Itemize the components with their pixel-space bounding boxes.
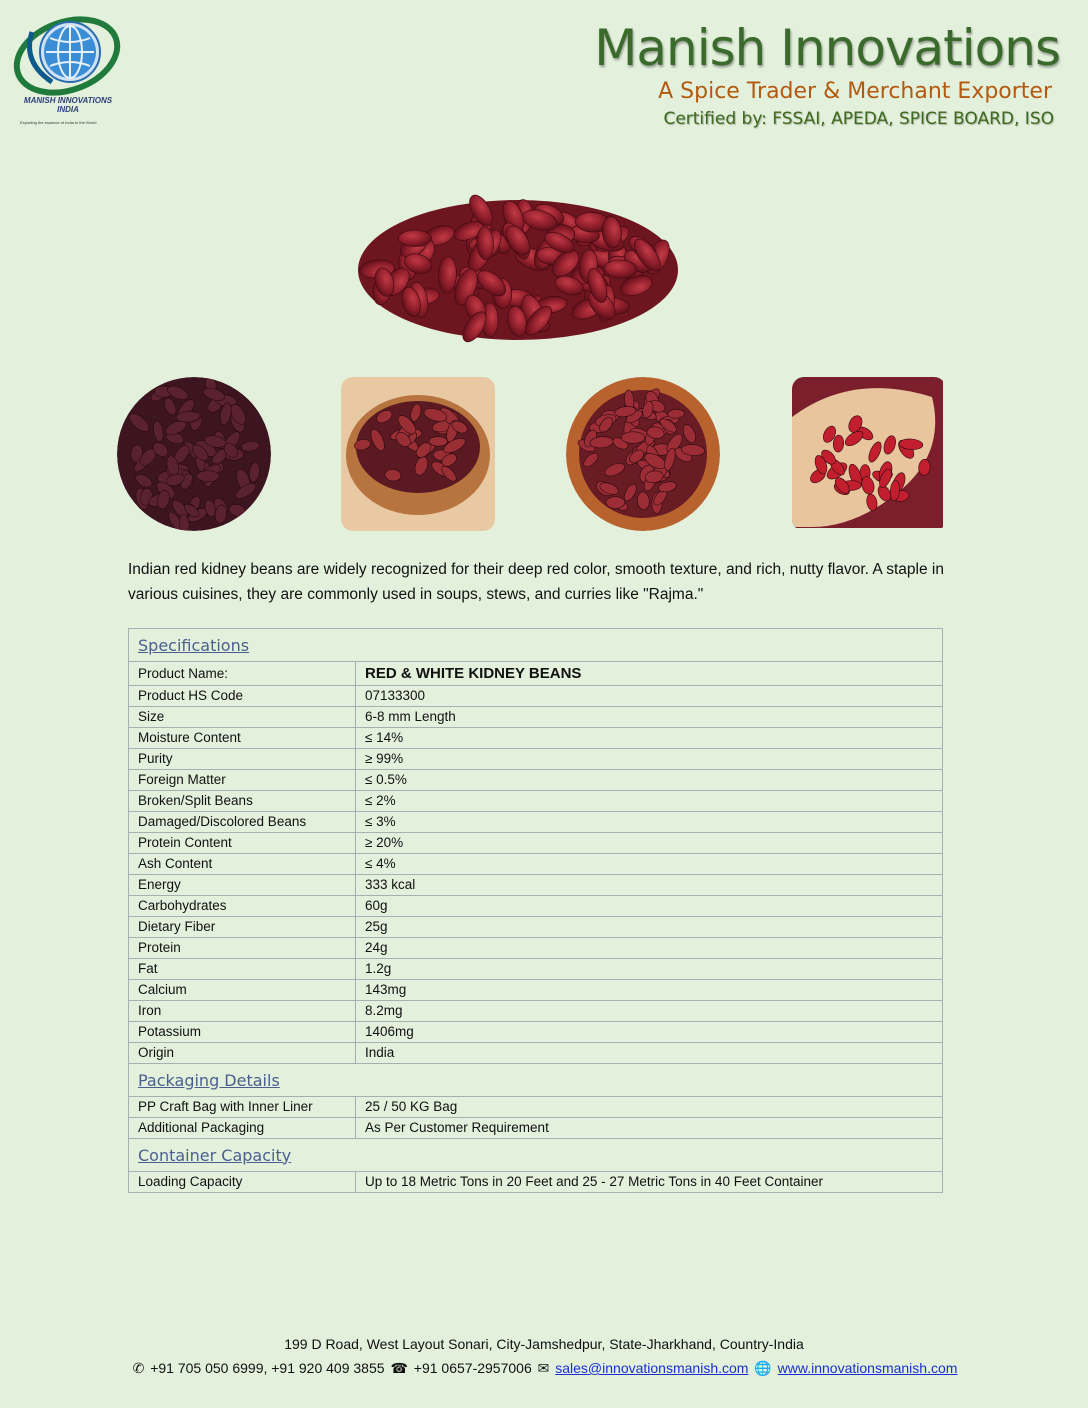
row-label: Purity — [129, 749, 356, 770]
table-row — [129, 1118, 943, 1139]
row-value: 25g — [356, 917, 943, 938]
row-value: Up to 18 Metric Tons in 20 Feet and 25 - 27 Metric Tons in 40 Feet Container — [356, 1172, 943, 1193]
row-value: ≤ 3% — [356, 812, 943, 833]
row-value: ≤ 2% — [356, 791, 943, 812]
row-value: ≤ 0.5% — [356, 770, 943, 791]
section-title: Packaging Details — [138, 1070, 280, 1090]
row-value: 143mg — [356, 980, 943, 1001]
table-row — [129, 875, 943, 896]
row-value: 333 kcal — [356, 875, 943, 896]
row-label: Calcium — [129, 980, 356, 1001]
table-row — [129, 728, 943, 749]
footer-address: 199 D Road, West Layout Sonari, City-Jamshedpur, State-Jharkhand, Country-India — [284, 1336, 804, 1352]
row-label: Protein — [129, 938, 356, 959]
logo-caption-line1: MANISH INNOVATIONS — [23, 96, 113, 105]
table-row — [129, 1097, 943, 1118]
row-value: 25 / 50 KG Bag — [356, 1097, 943, 1118]
mobile-phone-icon: ✆ — [132, 1360, 145, 1376]
table-row — [129, 917, 943, 938]
section-header-specifications — [129, 629, 943, 662]
row-label: Product HS Code — [129, 686, 356, 707]
email-link[interactable]: sales@innovationsmanish.com — [555, 1360, 749, 1376]
row-value: ≤ 14% — [356, 728, 943, 749]
table-row — [129, 1001, 943, 1022]
envelope-icon: ✉ — [537, 1360, 550, 1376]
table-row — [129, 770, 943, 791]
row-value: India — [356, 1043, 943, 1064]
table-row — [129, 959, 943, 980]
hero-beans-image — [350, 175, 685, 350]
table-row — [129, 812, 943, 833]
table-row — [129, 749, 943, 770]
row-value: ≤ 4% — [356, 854, 943, 875]
row-label: Size — [129, 707, 356, 728]
row-value: 07133300 — [356, 686, 943, 707]
row-value: ≥ 20% — [356, 833, 943, 854]
footer-contact — [0, 1360, 1088, 1377]
table-row — [129, 1172, 943, 1193]
row-label: Potassium — [129, 1022, 356, 1043]
table-row — [129, 662, 943, 686]
specification-table — [128, 628, 943, 1193]
table-row — [129, 854, 943, 875]
table-row — [129, 1043, 943, 1064]
thumbnail-bowl-beans — [341, 377, 495, 531]
company-header — [594, 18, 1060, 130]
table-row — [129, 980, 943, 1001]
row-label: Ash Content — [129, 854, 356, 875]
table-row — [129, 833, 943, 854]
row-value: 6-8 mm Length — [356, 707, 943, 728]
company-name: Manish Innovations — [594, 19, 1060, 77]
globe-icon: 🌐 — [754, 1360, 772, 1376]
row-label: Dietary Fiber — [129, 917, 356, 938]
table-row — [129, 938, 943, 959]
thumbnail-spoon-beans — [792, 377, 946, 531]
row-label: Fat — [129, 959, 356, 980]
telephone-icon: ☎ — [390, 1360, 408, 1376]
table-row — [129, 686, 943, 707]
landline-number: +91 0657-2957006 — [413, 1360, 532, 1376]
section-title: Specifications — [138, 635, 250, 655]
table-row — [129, 896, 943, 917]
thumbnail-plate-beans — [566, 377, 720, 531]
table-row — [129, 791, 943, 812]
intro-paragraph: Indian red kidney beans are widely recognized for their deep red color, smooth texture, and rich, nutty flavor. A staple in various cuisines, they are commonly used in soups, stews, and curries like "Rajma." — [128, 561, 944, 603]
mobile-numbers: +91 705 050 6999, +91 920 409 3855 — [150, 1360, 385, 1376]
certification-line: Certified by: FSSAI, APEDA, SPICE BOARD, ISO — [663, 109, 1054, 129]
row-label: Product Name: — [129, 662, 356, 686]
website-link[interactable]: www.innovationsmanish.com — [777, 1360, 958, 1376]
section-header-container — [129, 1139, 943, 1172]
row-value: 24g — [356, 938, 943, 959]
table-row — [129, 1022, 943, 1043]
row-label: Carbohydrates — [129, 896, 356, 917]
row-label: Moisture Content — [129, 728, 356, 749]
row-label: Additional Packaging — [129, 1118, 356, 1139]
thumbnail-raw-beans — [117, 377, 271, 531]
row-label: Protein Content — [129, 833, 356, 854]
row-label: Broken/Split Beans — [129, 791, 356, 812]
row-value: 1406mg — [356, 1022, 943, 1043]
row-label: PP Craft Bag with Inner Liner — [129, 1097, 356, 1118]
row-value: RED & WHITE KIDNEY BEANS — [356, 662, 943, 686]
row-value: 1.2g — [356, 959, 943, 980]
row-value: As Per Customer Requirement — [356, 1118, 943, 1139]
table-row — [129, 707, 943, 728]
row-label: Loading Capacity — [129, 1172, 356, 1193]
row-value: ≥ 99% — [356, 749, 943, 770]
section-title: Container Capacity — [138, 1145, 292, 1165]
logo-tagline: Exporting the essence of India to the World — [20, 120, 97, 125]
row-label: Origin — [129, 1043, 356, 1064]
logo-caption-line2: INDIA — [57, 105, 79, 114]
globe-logo-icon — [12, 12, 122, 98]
row-label: Energy — [129, 875, 356, 896]
row-label: Foreign Matter — [129, 770, 356, 791]
row-label: Damaged/Discolored Beans — [129, 812, 356, 833]
row-value: 60g — [356, 896, 943, 917]
row-label: Iron — [129, 1001, 356, 1022]
company-logo — [12, 12, 122, 130]
row-value: 8.2mg — [356, 1001, 943, 1022]
company-subtitle: A Spice Trader & Merchant Exporter — [658, 79, 1052, 104]
section-header-packaging — [129, 1064, 943, 1097]
